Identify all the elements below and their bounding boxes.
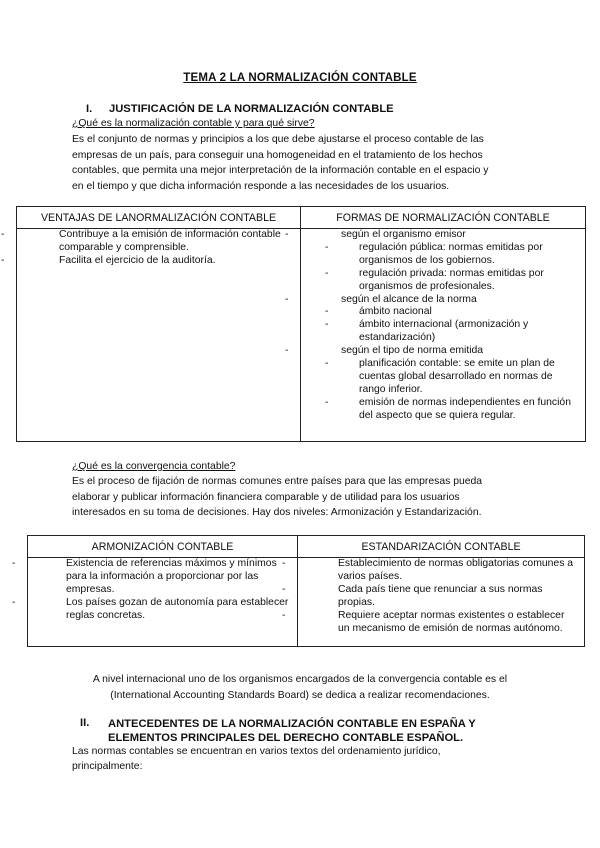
- normalizacion-definition: [72, 132, 552, 195]
- forma-sublist: [341, 358, 577, 423]
- ventajas-formas-table: [16, 206, 586, 442]
- sub-item: - regulación pública: normas emitidas por organismos de los gobiernos.: [341, 242, 577, 268]
- text-line: principalmente:: [72, 760, 143, 772]
- text-line: A nivel internacional uno de los organismos encargados de la convergencia contable es el: [92, 674, 508, 685]
- convergencia-definition: [72, 474, 552, 521]
- text-line: (International Accounting Standards Board) se dedica a realizar recomendaciones.: [110, 689, 490, 701]
- section-1-number: I.: [86, 103, 93, 115]
- sub-item: - planificación contable: se emite un plan de cuentas global desarrollado en normas de rango inferior.: [341, 358, 577, 397]
- estandarizacion-header: ESTANDARIZACIÓN CONTABLE: [298, 536, 585, 558]
- forma-sublist: [341, 242, 577, 294]
- heading-line: ELEMENTOS PRINCIPALES DEL DERECHO CONTABLE ESPAÑOL.: [108, 732, 464, 744]
- list-item: [301, 229, 577, 294]
- text-line: Es el conjunto de normas y principios a los que debe ajustarse el proceso contable de las: [72, 134, 484, 145]
- text-line: contables, que permita una mejor interpretación de la información contable en el espacio y: [72, 165, 489, 177]
- sub-item: - regulación privada: normas emitidas por organismos de profesionales.: [341, 268, 577, 294]
- armonizacion-estandarizacion-table: [27, 535, 585, 647]
- text-line: en el tiempo y que dicha información responde a las necesidades de los usuarios.: [72, 181, 450, 193]
- ventajas-header: VENTAJAS DE LANORMALIZACIÓN CONTABLE: [17, 207, 301, 229]
- list-item: - Los países gozan de autonomía para establecer reglas concretas.: [28, 597, 291, 623]
- list-item: [301, 345, 577, 422]
- sub-item: - ámbito nacional: [341, 306, 577, 319]
- formas-header: FORMAS DE NORMALIZACIÓN CONTABLE: [301, 207, 586, 229]
- forma-label: según el alcance de la norma: [341, 293, 477, 305]
- heading-line: ANTECEDENTES DE LA NORMALIZACIÓN CONTABLE EN ESPAÑA Y: [108, 718, 476, 730]
- section-1-heading: JUSTIFICACIÓN DE LA NORMALIZACIÓN CONTABLE: [109, 103, 394, 115]
- estandarizacion-cell: [298, 558, 585, 647]
- ventajas-cell: [17, 229, 301, 442]
- text-line: elaborar y publicar información financiera comparable y de utilidad para los usuarios: [72, 491, 460, 503]
- list-item: - Cada país tiene que renunciar a sus normas propias.: [298, 584, 578, 610]
- section-2-paragraph: [72, 745, 552, 774]
- text-line: interesados en su toma de decisiones. Hay dos niveles: Armonización y Estandarización.: [72, 507, 482, 519]
- section-2-heading: [108, 717, 476, 745]
- formas-cell: [301, 229, 586, 442]
- sub-item: - ámbito internacional (armonización y estandarización): [341, 319, 577, 345]
- section-2-number: II.: [80, 717, 90, 729]
- text-line: Las normas contables se encuentran en varios textos del ordenamiento jurídico,: [72, 746, 441, 757]
- list-item: [301, 294, 577, 346]
- armonizacion-list: [28, 558, 297, 623]
- internacional-paragraph: [0, 672, 600, 703]
- forma-label: según el organismo emisor: [341, 229, 466, 240]
- armonizacion-header: ARMONIZACIÓN CONTABLE: [28, 536, 298, 558]
- forma-sublist: [341, 306, 577, 345]
- ventajas-list: [17, 229, 300, 268]
- list-item: - Requiere aceptar normas existentes o establecer un mecanismo de emisión de normas autónomo.: [298, 610, 578, 636]
- question-convergencia: ¿Qué es la convergencia contable?: [72, 461, 236, 472]
- text-line: Es el proceso de fijación de normas comunes entre países para que las empresas pueda: [72, 476, 483, 487]
- list-item: - Facilita el ejercicio de la auditoría.: [17, 255, 292, 268]
- formas-list: [301, 229, 585, 423]
- text-line: empresas de un país, para conseguir una homogeneidad en el tratamiento de los hechos: [72, 149, 483, 161]
- estandarizacion-list: [298, 558, 584, 635]
- list-item: - Existencia de referencias máximos y mínimos para la información a proporcionar por las empresas.: [28, 558, 291, 597]
- list-item: - Establecimiento de normas obligatorias comunes a varios países.: [298, 558, 578, 584]
- list-item: - Contribuye a la emisión de información contable comparable y comprensible.: [17, 229, 292, 255]
- forma-label: según el tipo de norma emitida: [341, 345, 484, 357]
- armonizacion-cell: [28, 558, 298, 647]
- question-normalizacion: ¿Qué es la normalización contable y para qué sirve?: [72, 118, 315, 129]
- page-title: TEMA 2 LA NORMALIZACIÓN CONTABLE: [183, 72, 417, 84]
- sub-item: - emisión de normas independientes en función del aspecto que se quiera regular.: [341, 397, 577, 423]
